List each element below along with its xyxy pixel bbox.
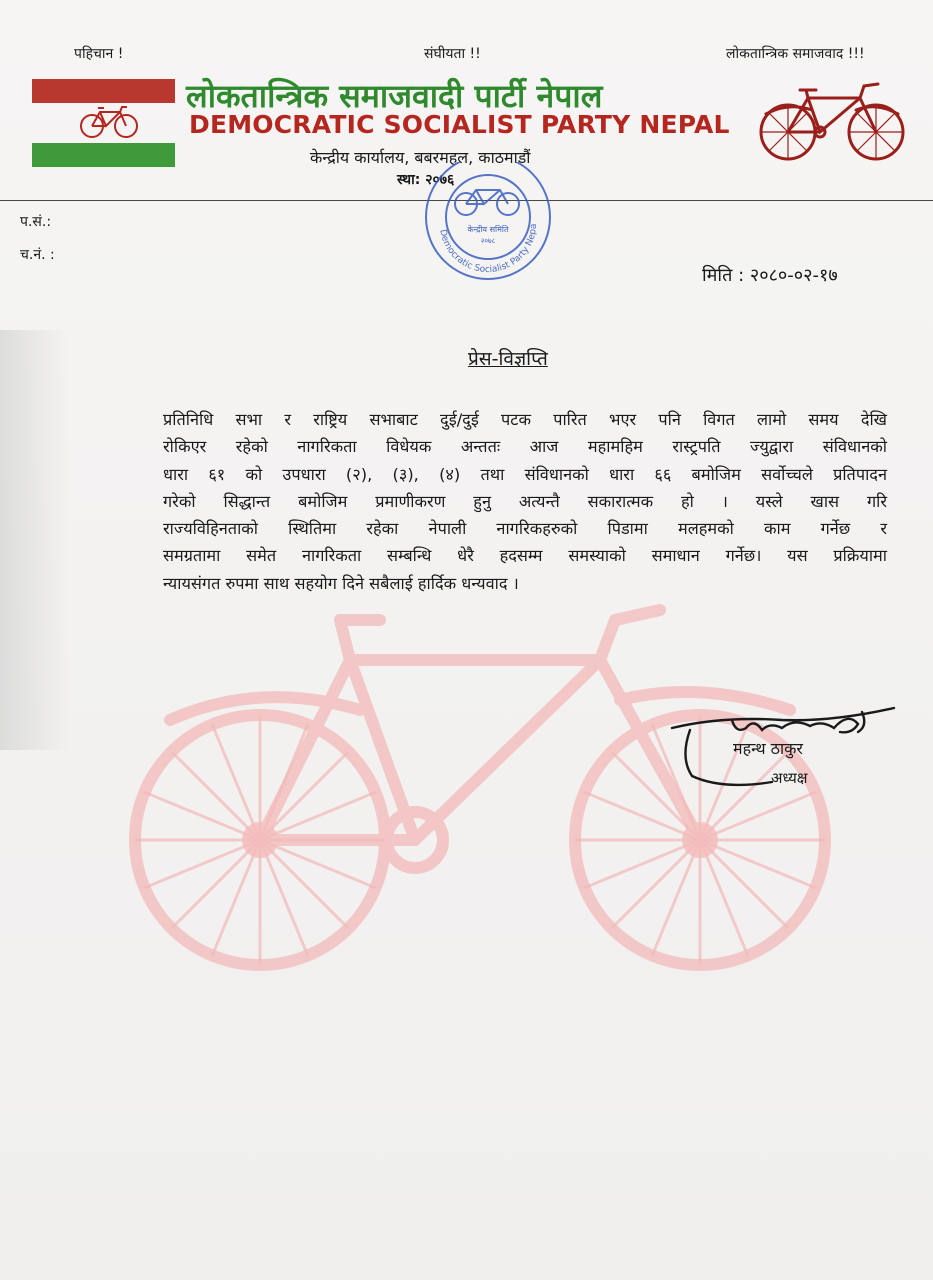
body-line: समग्रतामा समेत नागरिकता सम्बन्धि धेरै हदसम्म समस्याको समाधान गर्नेछ। यस प्रक्रियामा [163,546,887,566]
party-stamp-seal [418,162,558,282]
stamp-center-text: केन्द्रीय समिति [467,225,509,234]
press-release-body [163,406,887,597]
body-line: राज्यविहिनताको स्थितिमा रहेका नेपाली नागरिकहरुको पिडामा मलहमको काम गर्नेछ र [163,519,887,539]
bicycle-watermark-icon [100,600,860,990]
motto-socialism: लोकतान्त्रिक समाजवाद !!! [726,46,865,62]
established-year: स्था: २०७६ [397,172,455,188]
dispatch-number-label: च.नं. : [20,247,55,263]
signatory-name: महन्थ ठाकुर [733,739,803,758]
motto-identity: पहिचान ! [74,46,124,62]
motto-federalism: संघीयता !! [424,46,481,62]
signatory-title: अध्यक्ष [771,769,808,787]
party-name-english: DEMOCRATIC SOCIALIST PARTY NEPAL [189,110,730,139]
reference-number-label: प.सं.: [20,214,52,230]
party-logo-bicycle-icon [756,80,908,164]
body-line: धारा ६१ को उपधारा (२), (३), (४) तथा संविधानको धारा ६६ बमोजिम सर्वोच्चले प्रतिपादन [163,464,887,484]
body-line: प्रतिनिधि सभा र राष्ट्रिय सभाबाट दुई/दुई पटक पारित भएर पनि विगत लामो समय देखि [163,410,887,429]
stamp-year: २०७८ [480,237,496,245]
body-line: न्यायसंगत रुपमा साथ सहयोग दिने सबैलाई हार्दिक धन्यवाद । [163,573,519,593]
body-line: रोकिएर रहेको नागरिकता विधेयक अन्ततः आज महामहिम रास्ट्रपति ज्युद्वारा संविधानको [163,437,887,457]
stamp-ring-text: Democratic Socialist Party Nepa [437,223,540,276]
flag-red-band [32,79,175,103]
body-line: गरेको सिद्धान्त बमोजिम प्रमाणीकरण हुनु अत्यन्तै सकारात्मक हो । यस्ले खास गरि [163,491,887,511]
flag-green-band [32,143,175,167]
page-shadow [0,330,70,750]
press-release-heading: प्रेस-विज्ञप्ति [468,348,548,370]
flag-bicycle-icon [78,104,140,140]
office-address: केन्द्रीय कार्यालय, बबरमहल, काठमाडौं [310,148,531,167]
letter-date: मिति : २०८०-०२-१७ [702,265,838,286]
party-name-nepali: लोकतान्त्रिक समाजवादी पार्टी नेपाल [186,77,603,115]
